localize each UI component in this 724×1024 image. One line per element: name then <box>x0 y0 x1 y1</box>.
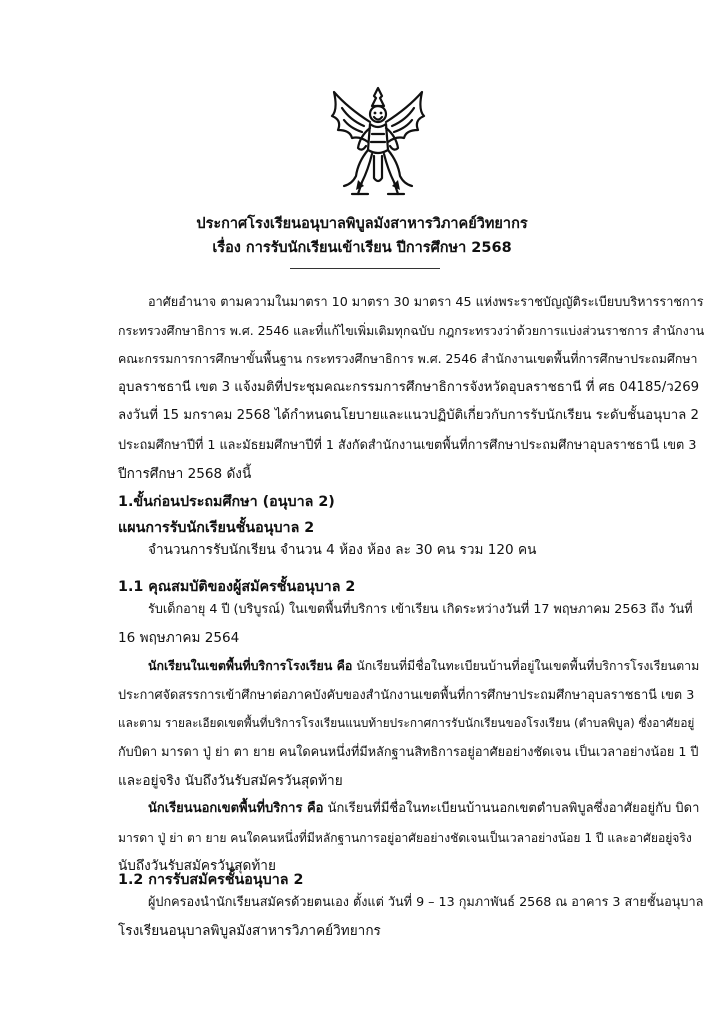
in-area-line <box>118 652 700 681</box>
intro-line: กระทรวงศึกษาธิการ พ.ศ. 2546 และที่แก้ไขเพิ่มเติมทุกฉบับ กฎกระทรวงว่าด้วยการแบ่งส่วนราชการ สำนักงาน <box>118 322 705 338</box>
announcement-subject: เรื่อง การรับนักเรียนเข้าเรียน ปีการศึกษา 2568 <box>212 240 512 256</box>
garuda-emblem-icon <box>328 86 428 200</box>
application-paragraph <box>118 888 704 945</box>
plan-text: จำนวนการรับนักเรียน จำนวน 4 ห้อง ห้อง ละ 30 คน รวม 120 คน <box>148 542 537 558</box>
in-area-line: และตาม รายละเอียดเขตพื้นที่บริการโรงเรียนแนบท้ายประกาศการรับนักเรียนของโรงเรียน (ตำบลพิบูล) ซึ่งอาศัยอยู่ <box>118 716 695 731</box>
title-divider <box>290 268 440 269</box>
section-heading: 1.ขั้นก่อนประถมศึกษา (อนุบาล 2) <box>118 494 335 510</box>
intro-line: ลงวันที่ 15 มกราคม 2568 ได้กำหนดนโยบายและแนวปฏิบัติเกี่ยวกับการรับนักเรียน ระดับชั้นอนุบาล 2 <box>118 408 700 424</box>
age-line: รับเด็กอายุ 4 ปี (บริบูรณ์) ในเขตพื้นที่บริการ เข้าเรียน เกิดระหว่างวันที่ 17 พฤษภาคม 2563 ถึง วันที่ <box>148 601 693 616</box>
application-line: โรงเรียนอนุบาลพิบูลมังสาหารวิภาคย์วิทยากร <box>118 922 381 939</box>
intro-line: คณะกรรมการการศึกษาขั้นพื้นฐาน กระทรวงศึกษาธิการ พ.ศ. 2546 สำนักงานเขตพื้นที่การศึกษาประถมศึกษา <box>118 351 698 367</box>
out-area-label: นักเรียนนอกเขตพื้นที่บริการ คือ <box>148 801 324 817</box>
application-heading: 1.2 การรับสมัครชั้นอนุบาล 2 <box>118 872 304 888</box>
intro-paragraph <box>118 288 705 488</box>
age-line: 16 พฤษภาคม 2564 <box>118 629 240 646</box>
qualification-paragraph <box>118 595 700 881</box>
announcement-title: ประกาศโรงเรียนอนุบาลพิบูลมังสาหารวิภาคย์วิทยากร <box>196 216 528 232</box>
intro-line: ปีการศึกษา 2568 ดังนี้ <box>118 465 252 482</box>
intro-line: ประถมศึกษาปีที่ 1 และมัธยมศึกษาปีที่ 1 สังกัดสำนักงานเขตพื้นที่การศึกษาประถมศึกษาอุบลราชธานี เขต 3 <box>118 436 697 452</box>
in-area-line: ประกาศจัดสรรการเข้าศึกษาต่อภาคบังคับของสำนักงานเขตพื้นที่การศึกษาประถมศึกษาอุบลราชธานี เขต 3 <box>118 686 695 702</box>
plan-paragraph <box>118 536 678 565</box>
out-area-text: นักเรียนที่มีชื่อในทะเบียนบ้านนอกเขตตำบลพิบูลซึ่งอาศัยอยู่กับ บิดา <box>323 801 700 817</box>
in-area-line: และอยู่จริง นับถึงวันรับสมัครวันสุดท้าย <box>118 772 343 789</box>
in-area-label: นักเรียนในเขตพื้นที่บริการโรงเรียน คือ <box>148 658 353 674</box>
out-area-line: มารดา ปู่ ย่า ตา ยาย คนใดคนหนึ่งที่มีหลักฐานการอยู่อาศัยอย่างชัดเจนเป็นเวลาอย่างน้อย 1 ปี และอาศัยอยู่จริง <box>118 830 692 845</box>
application-line: ผู้ปกครองนำนักเรียนสมัครด้วยตนเอง ตั้งแต่ วันที่ 9 – 13 กุมภาพันธ์ 2568 ณ อาคาร 3 สายชั้นอนุบาล <box>148 894 704 909</box>
in-area-text: นักเรียนที่มีชื่อในทะเบียนบ้านที่อยู่ในเขตพื้นที่บริการโรงเรียนตาม <box>352 658 700 674</box>
in-area-line: กับบิดา มารดา ปู่ ย่า ตา ยาย คนใดคนหนึ่งที่มีหลักฐานสิทธิการอยู่อาศัยอย่างชัดเจน เป็นเวลาอย่างน้อย 1 ปี <box>118 743 699 759</box>
intro-line: อาศัยอำนาจ ตามความในมาตรา 10 มาตรา 30 มาตรา 45 แห่งพระราชบัญญัติระเบียบบริหารราชการ <box>148 294 704 309</box>
out-area-line: นับถึงวันรับสมัครวันสุดท้าย <box>118 858 276 875</box>
qualification-heading: 1.1 คุณสมบัติของผู้สมัครชั้นอนุบาล 2 <box>118 579 356 595</box>
out-area-line <box>118 795 700 824</box>
intro-line: อุบลราชธานี เขต 3 แจ้งมติที่ประชุมคณะกรรมการศึกษาธิการจังหวัดอุบลราชธานี ที่ ศธ 04185/ว269 <box>118 379 700 395</box>
plan-heading: แผนการรับนักเรียนชั้นอนุบาล 2 <box>118 520 315 536</box>
